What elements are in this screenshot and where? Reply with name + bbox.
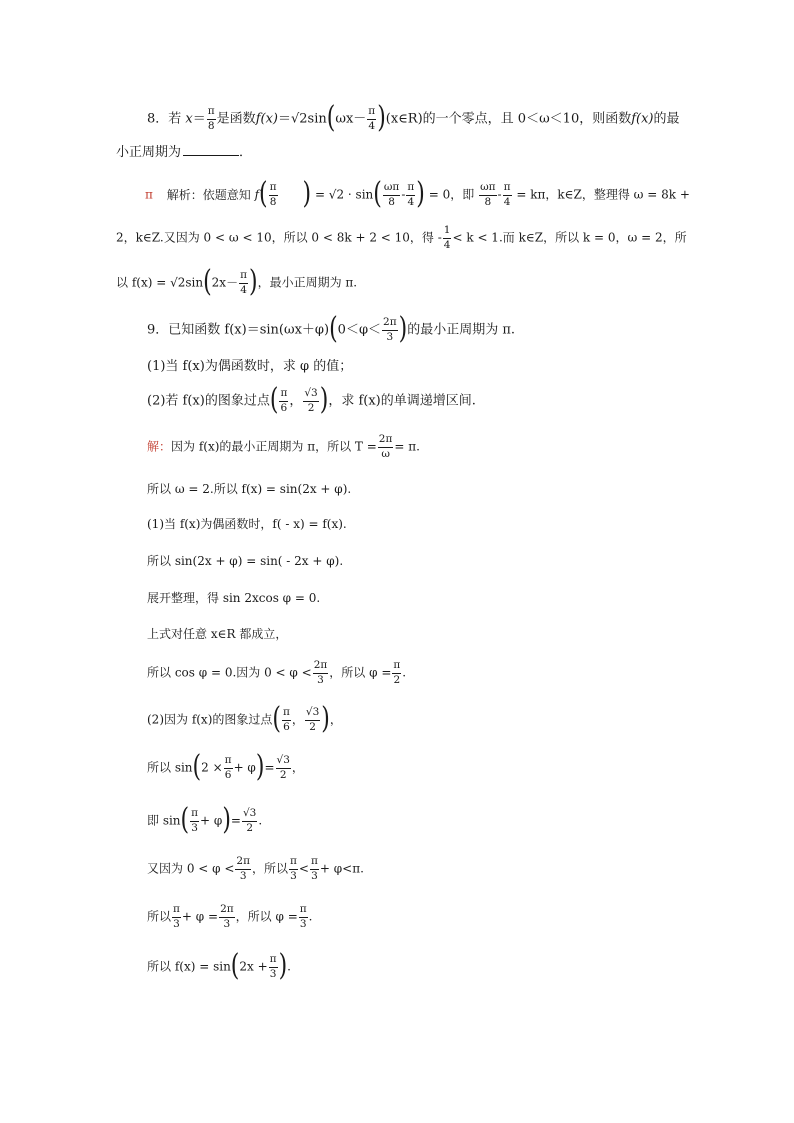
problem-9-q1	[147, 360, 352, 373]
text: 又因为 0 < φ <	[147, 861, 235, 876]
fx: f(x)	[255, 111, 278, 127]
text: 所以 sin	[147, 760, 193, 775]
text: ．	[239, 145, 253, 160]
solution-9-line-4	[147, 555, 343, 567]
left-paren: (	[180, 803, 190, 838]
solution-9-line-6	[147, 628, 287, 640]
fraction: $\frac{\pi}{6}$	[224, 754, 232, 781]
fraction: $\frac{\omega\pi}{8}$	[383, 181, 400, 208]
text: ，	[329, 712, 342, 727]
text: 是函数	[216, 111, 256, 127]
right-paren: )	[416, 177, 425, 212]
fraction: $\frac{\pi}{6}$	[282, 706, 290, 733]
text: + φ	[200, 813, 223, 828]
left-paren: (	[326, 101, 336, 136]
solution-9-line-2	[147, 483, 351, 495]
solution-9-line-13	[147, 949, 291, 984]
fraction: $\frac{√3}{2}$	[304, 387, 318, 414]
solution-label: 解：	[147, 439, 172, 454]
solution-9-line-1	[147, 434, 420, 460]
text: 即 sin	[147, 813, 181, 828]
domain: (x∈R)	[385, 111, 423, 127]
question-1: (1)当 f(x)为偶函数时，求 φ 的值；	[147, 359, 353, 374]
text: 2x－	[211, 275, 239, 290]
text: 解析：依题意知	[166, 187, 251, 202]
text: ，	[291, 760, 304, 775]
equals: ＝	[192, 111, 206, 127]
solution-9-line-10	[147, 803, 263, 838]
text: .	[402, 665, 407, 680]
text: 所以 f(x) = sin	[147, 959, 231, 974]
fraction: $\frac{√3}{2}$	[242, 807, 257, 834]
right-paren: )	[377, 101, 386, 136]
fraction: $\frac{\pi}{4}$	[503, 181, 511, 208]
problem-9-q2	[147, 383, 476, 418]
fraction: $\frac{\omega\pi}{8}$	[480, 181, 496, 208]
text: (1)当 f(x)为偶函数时，f( - x) = f(x).	[147, 517, 347, 531]
solution-9-line-12	[147, 904, 312, 930]
text: + φ	[233, 760, 256, 775]
right-paren: )	[248, 265, 258, 300]
left-paren: (	[272, 702, 281, 737]
text: 2x +	[239, 959, 268, 974]
solution-9-line-3	[147, 518, 347, 530]
text: 所以 ω = 2.所以 f(x) = sin(2x + φ).	[147, 482, 352, 496]
right-paren: )	[255, 750, 265, 785]
problem-8-line-2	[116, 146, 252, 159]
fraction: $\frac{\pi}{3}$	[299, 903, 307, 930]
left-paren: (	[259, 177, 268, 212]
right-paren: )	[398, 312, 408, 347]
text: -	[401, 187, 406, 202]
right-paren: )	[321, 702, 330, 737]
text: + φ =	[181, 909, 219, 924]
fraction: $\frac{\pi}{2}$	[393, 659, 401, 686]
left-paren: (	[230, 949, 240, 984]
text: .	[258, 813, 263, 828]
left-paren: (	[373, 177, 382, 212]
solution-8-line-2	[116, 225, 687, 251]
right-paren: )	[222, 803, 231, 838]
text: .	[308, 909, 313, 924]
question-2: (2)若 f(x)的图象过点	[147, 393, 270, 409]
solution-9-line-11	[147, 856, 364, 882]
fraction: $\frac{√3}{2}$	[276, 754, 290, 781]
fraction: $\frac{\pi}{3}$	[173, 903, 180, 930]
fraction: $\frac{\pi}{4}$	[240, 269, 247, 296]
text: + φ<π.	[319, 861, 364, 876]
left-paren: (	[203, 265, 212, 300]
text: = π.	[394, 439, 420, 454]
text: 因为 f(x)的最小正周期为 π，所以 T =	[171, 439, 377, 454]
text: 所以 sin(2x + φ) = sin( - 2x + φ).	[147, 554, 344, 568]
text: 所以 cos φ = 0.因为 0 < φ <	[147, 665, 312, 680]
text: ωx－	[335, 111, 367, 127]
text: 上式对任意 x∈R 都成立，	[147, 627, 288, 641]
fraction: $\frac{√3}{2}$	[305, 706, 320, 733]
fraction-pi-8: $\frac{\pi}{8}$	[207, 105, 215, 132]
f: f	[254, 187, 260, 202]
text: <	[298, 861, 309, 876]
answer-pi: π	[145, 187, 153, 202]
text: 展开整理，得 sin 2xcos φ = 0.	[147, 591, 321, 605]
text: = 0，即	[428, 187, 475, 202]
fx: f(x)	[631, 111, 654, 127]
problem-8-line-1	[147, 101, 680, 136]
solution-9-line-9	[147, 750, 304, 785]
text: -	[497, 187, 502, 202]
fraction: $\frac{2\pi}{3}$	[220, 903, 234, 930]
fraction: $\frac{2\pi}{\omega}$	[378, 433, 393, 460]
fraction: $\frac{\pi}{3}$	[310, 855, 318, 882]
text: 的最	[653, 111, 680, 127]
fraction: $\frac{\pi}{3}$	[269, 953, 277, 980]
fraction: $\frac{2\pi}{3}$	[313, 659, 328, 686]
text: (2)因为 f(x)的图象过点	[147, 712, 273, 727]
text: 所以	[147, 909, 172, 924]
right-paren: )	[302, 177, 312, 212]
fraction: $\frac{\pi}{3}$	[290, 855, 297, 882]
text: =	[264, 760, 275, 775]
text: ，所以	[252, 861, 289, 876]
solution-9-line-8	[147, 702, 342, 737]
fraction: $\frac{2\pi}{3}$	[236, 855, 250, 882]
problem-8-number: 8．若	[147, 111, 186, 127]
fraction: $\frac{\pi}{8}$	[269, 181, 277, 208]
text: = kπ，k∈Z，整理得 ω = 8k +	[516, 187, 690, 202]
right-paren: )	[278, 949, 288, 984]
solution-8-line-1	[145, 177, 690, 212]
fraction: $\frac{1}{4}$	[443, 224, 451, 251]
text: =	[230, 813, 241, 828]
text: .	[287, 959, 291, 974]
text: = √2 · sin	[314, 187, 374, 202]
problem-9-statement: 9．已知函数 f(x)＝sin(ωx＋φ)	[147, 322, 330, 338]
solution-9-line-7	[147, 660, 406, 686]
text: ＝√2sin	[277, 111, 327, 127]
text: < k < 1.而 k∈Z，所以 k = 0，ω = 2，所	[452, 230, 687, 245]
text: ，所以 φ =	[329, 665, 392, 680]
fraction: $\frac{\pi}{4}$	[407, 181, 415, 208]
text: ，所以 φ =	[235, 909, 298, 924]
text: 0＜φ＜	[337, 322, 382, 338]
text: 以 f(x) = √2sin	[116, 275, 204, 290]
fraction: $\frac{\pi}{6}$	[280, 387, 288, 414]
text: ，	[291, 712, 304, 727]
fraction-pi-4: $\frac{\pi}{4}$	[368, 105, 376, 132]
problem-9-line-1	[147, 312, 516, 347]
text: 的最小正周期为 π.	[407, 322, 516, 338]
right-paren: )	[319, 383, 329, 418]
text: 2 ×	[201, 760, 223, 775]
left-paren: (	[192, 750, 202, 785]
fraction: $\frac{\pi}{3}$	[191, 807, 199, 834]
text: ，最小正周期为 π.	[257, 275, 358, 290]
text: 2，k∈Z.又因为 0 < ω < 10，所以 0 < 8k + 2 < 10，得 -	[116, 230, 442, 245]
solution-9-line-5	[147, 592, 320, 604]
left-paren: (	[329, 312, 338, 347]
text: 小正周期为	[116, 145, 182, 160]
answer-blank	[183, 155, 239, 156]
text: 的一个零点，且 0＜ω＜10，则函数	[422, 111, 632, 127]
fraction: $\frac{2\pi}{3}$	[383, 316, 397, 343]
text: ，	[289, 393, 303, 409]
solution-8-line-3	[116, 265, 358, 300]
left-paren: (	[269, 383, 279, 418]
text: ，求 f(x)的单调递增区间.	[328, 393, 476, 409]
var-x: x	[185, 111, 193, 127]
